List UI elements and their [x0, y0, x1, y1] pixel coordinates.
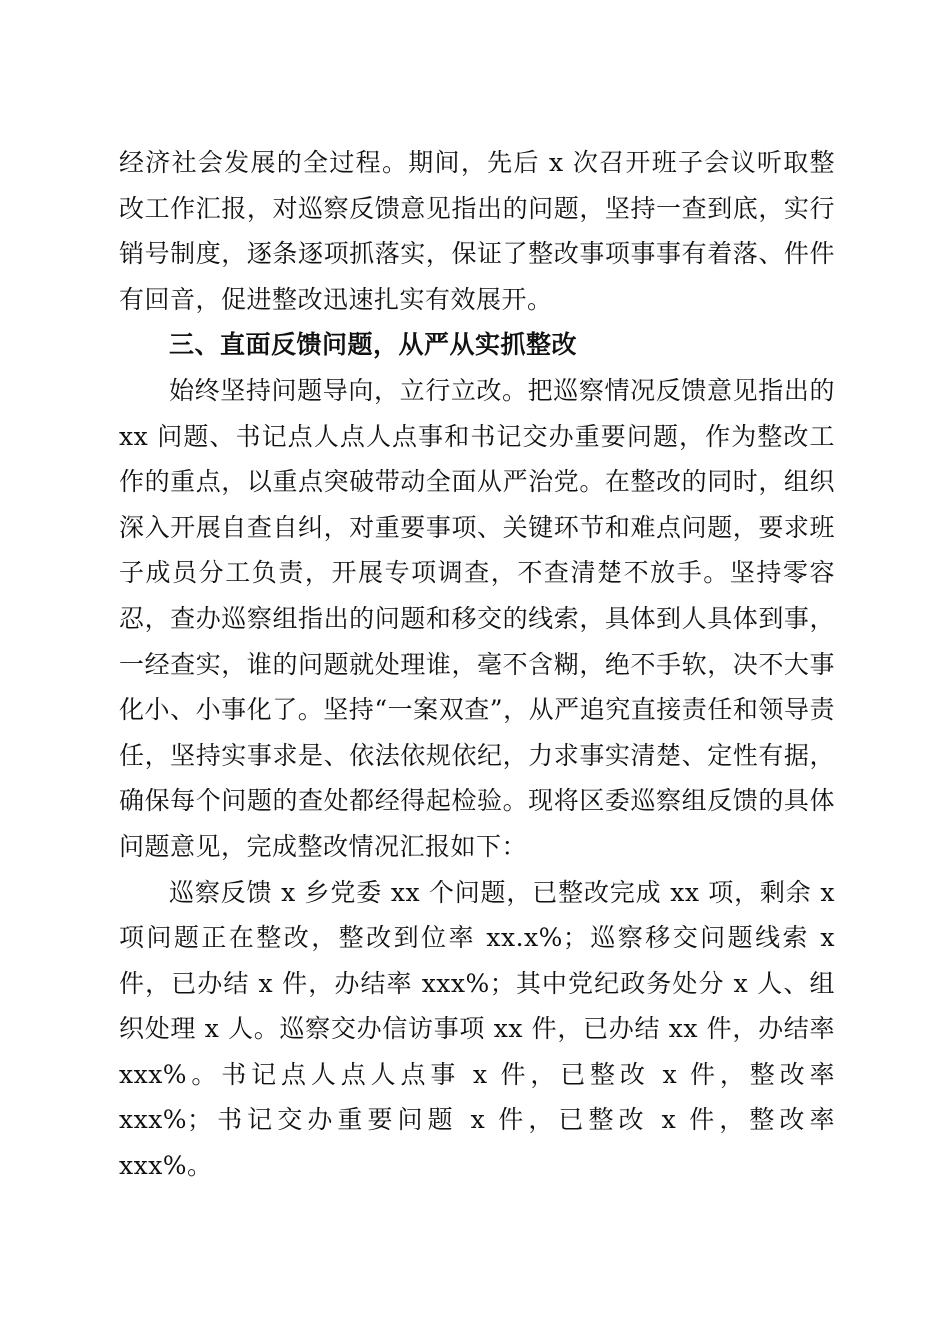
paragraph-problem-orientation: 始终坚持问题导向，立行立改。把巡察情况反馈意见指出的 xx 问题、书记点人点人点事和书记交办重要问题，作为整改工作的重点，以重点突破带动全面从严治党。在整改的同时，组织深入开展自查自纠，对重要事项、关键环节和难点问题，要求班子成员分工负责，开展专项调查，不查清楚不放手。坚持零容忍，查办巡察组指出的问题和移交的线索，具体到人具体到事，一经查实，谁的问题就处理谁，毫不含糊，绝不手软，决不大事化小、小事化了。坚持“一案双查”，从严追究直接责任和领导责任，坚持实事求是、依法依规依纪，力求事实清楚、定性有据，确保每个问题的查处都经得起检验。现将区委巡察组反馈的具体问题意见，完成整改情况汇报如下： [119, 375, 835, 861]
paragraph-rectification-process: 经济社会发展的全过程。期间，先后 x 次召开班子会议听取整改工作汇报，对巡察反馈意见指出的问题，坚持一查到底，实行销号制度，逐条逐项抓落实，保证了整改事项事事有着落、件件有回音，促进整改迅速扎实有效展开。 [119, 148, 835, 314]
document-body [119, 140, 835, 1189]
paragraph-rectification-statistics: 巡察反馈 x 乡党委 xx 个问题，已整改完成 xx 项，剩余 x 项问题正在整改，整改到位率 xx.x%；巡察移交问题线索 x 件，已办结 x 件，办结率 xxx%；其中党纪政务处分 x 人、组织处理 x 人。巡察交办信访事项 xx 件，已办结 xx 件，办结率 xxx%。书记点人点人点事 x 件，已整改 x 件，整改率 xxx%；书记交办重要问题 x 件，已整改 x 件，整改率 xxx%。 [119, 877, 835, 1181]
section-heading-three: 三、直面反馈问题，从严从实抓整改 [169, 330, 578, 360]
